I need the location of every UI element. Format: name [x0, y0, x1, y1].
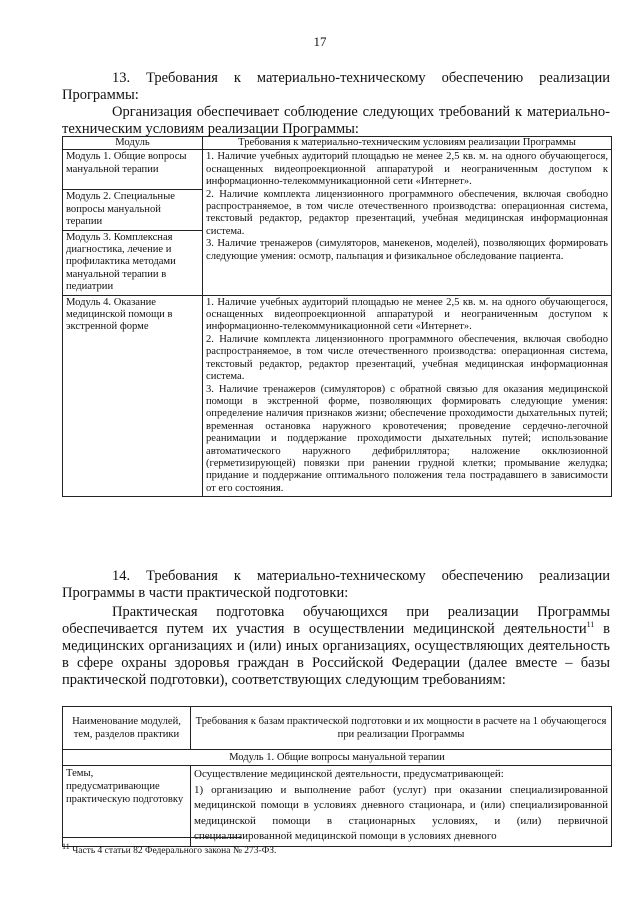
page-number: 17 [313, 34, 327, 49]
requirement-item: 1. Наличие учебных аудиторий площадью не менее 2,5 кв. м. на одного обучающегося, оснащенных видеопроекционной аппаратурой и неограниченным доступом к информационно-телекоммуникационной сети «Интернет». [206, 296, 608, 333]
section-13-number: 13. Требования [112, 70, 218, 86]
requirement-item: 1) организацию и выполнение работ (услуг) при оказании специализированной медицинской помощи в условиях дневного стационара, и (или) специализированной медицинской помощи в стационарных условиях, и (или) первичной специализированной медицинской помощи в условиях дневного [194, 783, 608, 843]
requirement-item: 1. Наличие учебных аудиторий площадью не менее 2,5 кв. м. на одного обучающегося, оснащенных видеопроекционной аппаратурой и неограниченным доступом к информационно-телекоммуникационной сети «Интернет». [206, 151, 608, 188]
module-cell: Модуль 4. Оказание медицинской помощи в экстренной форме [63, 295, 203, 497]
material-requirements-table [62, 136, 612, 497]
section-13-heading [62, 70, 610, 104]
requirement-item: 2. Наличие комплекта лицензионного программного обеспечения, включая свободно распространяемое, в том числе отечественного производства: операционная система, текстовый редактор, редактор презентаций, учебная медицинская информационная система. [206, 333, 608, 383]
column-header-requirements: Требования к материально-техническим условиям реализации Программы [203, 137, 612, 150]
section-13-heading-text: к материально-техническому обеспечению реализации Программы: [62, 70, 610, 103]
table-header-row [63, 137, 612, 150]
footnote-divider [62, 837, 242, 838]
requirement-item: 2. Наличие комплекта лицензионного программного обеспечения, включая свободно распространяемое, в том числе отечественного производства: операционная система, текстовый редактор, редактор презентаций, учебная медицинская информационная система. [206, 188, 608, 237]
footnote-text: Часть 4 статьи 82 Федерального закона № 273-ФЗ. [69, 846, 277, 856]
table-row [63, 766, 612, 847]
table-header-row [63, 707, 612, 750]
footnote-reference: 11 [586, 620, 595, 630]
requirement-intro: Осуществление медицинской деятельности, предусматривающей: [194, 768, 504, 780]
requirements-cell-group-2 [203, 295, 612, 497]
section-14-heading [62, 568, 610, 602]
section-14-number: 14. Требования [112, 568, 218, 584]
topic-cell: Темы, предусматривающие практическую подготовку [63, 766, 191, 847]
column-header-modules: Наименование модулей, тем, разделов практики [63, 707, 191, 750]
footnote [62, 841, 277, 857]
paragraph-text-continued: в медицинских организациях и (или) иных организациях, осуществляющих деятельность в сфере охраны здоровья граждан в Российской Федерации (далее вместе – базы практической подготовки), соответствующих следующим требованиям: [62, 621, 610, 688]
module-cell: Модуль 2. Специальные вопросы мануальной терапии [63, 190, 203, 230]
paragraph-text: Практическая подготовка обучающихся при реализации Программы обеспечивается путем их участия в осуществлении медицинской деятельности [62, 604, 610, 637]
section-13-intro: Организация обеспечивает соблюдение следующих требований к материально-техническим условиям реализации Программы: [62, 104, 610, 137]
module-cell: Модуль 1. Общие вопросы мануальной терапии [63, 150, 203, 190]
module-title-cell: Модуль 1. Общие вопросы мануальной терапии [63, 750, 612, 766]
column-header-module: Модуль [63, 137, 203, 150]
base-requirement-cell [191, 766, 612, 847]
column-header-base-requirements: Требования к базам практической подготовки и их мощности в расчете на 1 обучающегося при реализации Программы [191, 707, 612, 750]
section-14-heading-text: к материально-техническому обеспечению реализации Программы в части практической подготовки: [62, 568, 610, 601]
practical-training-table [62, 706, 612, 847]
module-row [63, 750, 612, 766]
table-row [63, 150, 612, 190]
module-cell: Модуль 3. Комплексная диагностика, лечение и профилактика методами мануальной терапии в педиатрии [63, 230, 203, 295]
requirement-item: 3. Наличие тренажеров (симуляторов, манекенов, моделей), позволяющих формировать следующие умения: осмотр, пальпация и физикальное обследование пациента. [206, 238, 608, 262]
requirement-item: 3. Наличие тренажеров (симуляторов) с обратной связью для оказания медицинской помощи в экстренной форме, позволяющих формировать следующие умения: определение наличия признаков жизни; обеспечение проходимости дыхательных путей; временная остановка наружного кровотечения; проведение сердечно-легочной реанимации и поддержание проходимости дыхательных путей; использование автоматического наружного дефибриллятора; наложение окклюзионной (герметизирующей) повязки при ранении грудной клетки; промывание желудка; придание и поддержание оптимального положения тела пострадавшего в зависимости от его состояния. [206, 383, 608, 494]
table-row [63, 295, 612, 497]
footnote-mark: 11 [62, 841, 70, 851]
section-14-paragraph [62, 604, 610, 689]
requirements-cell-group-1 [203, 150, 612, 295]
